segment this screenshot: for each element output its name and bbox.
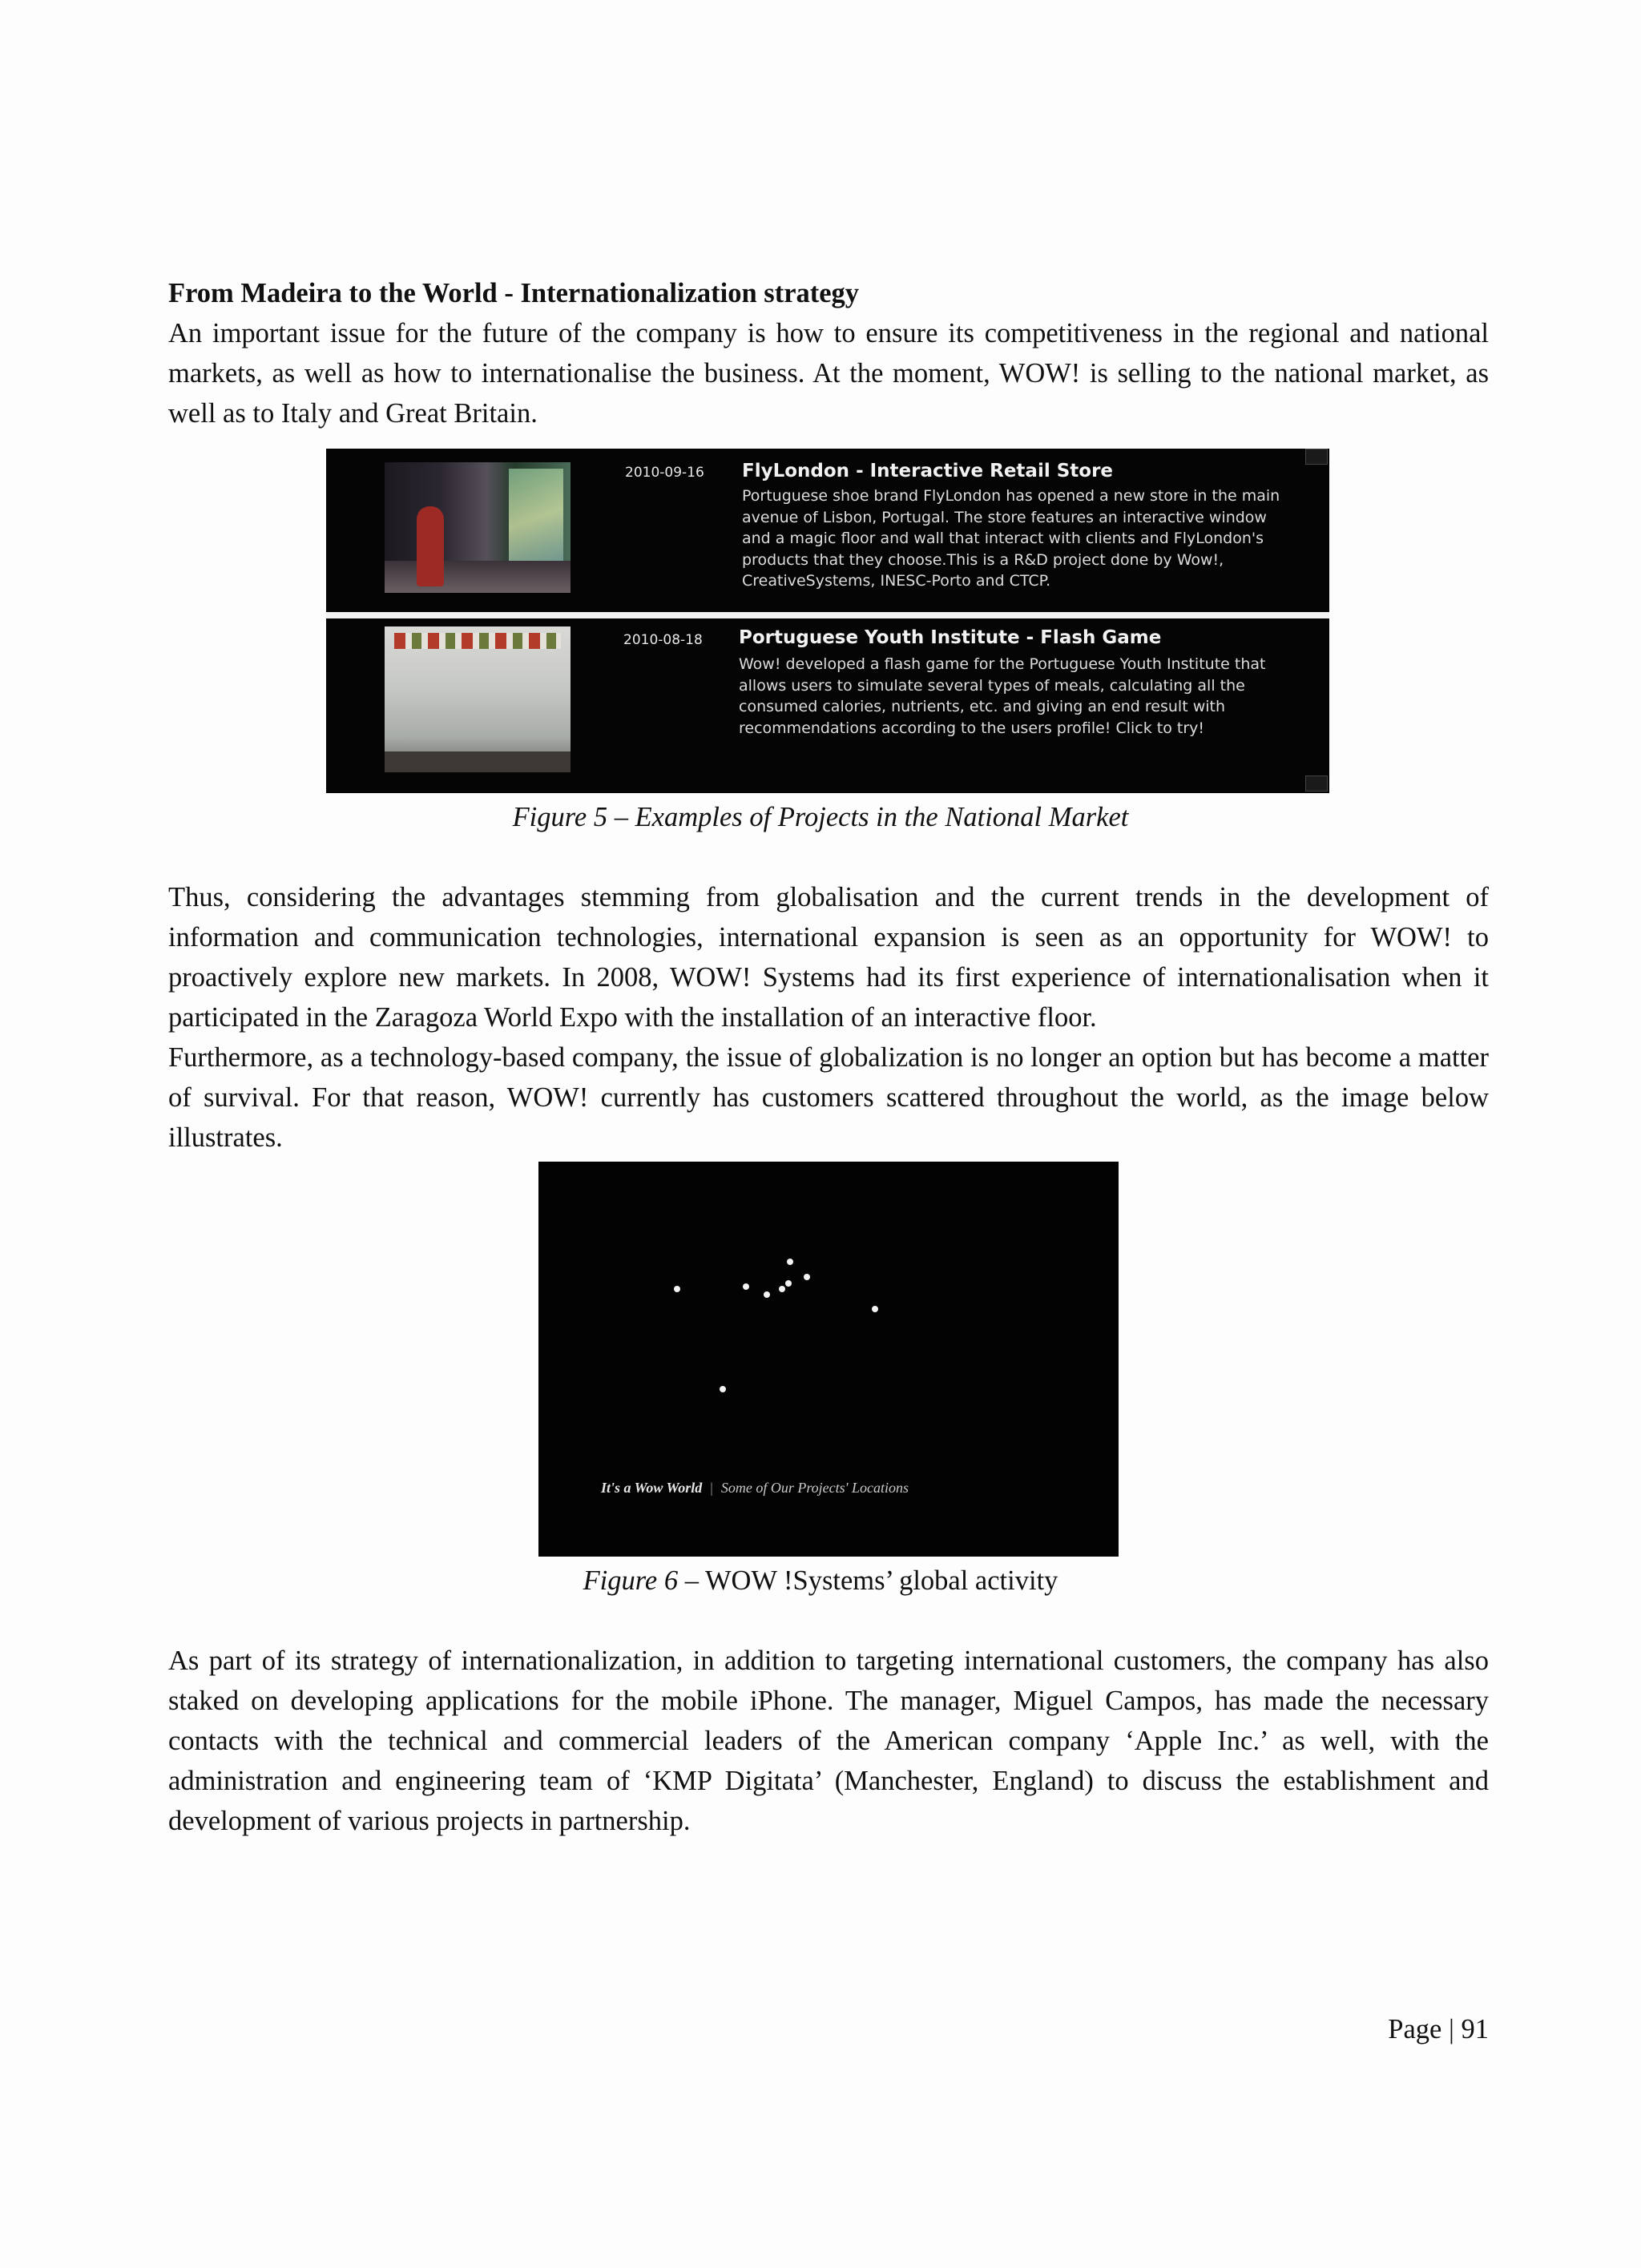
location-dot bbox=[743, 1283, 749, 1290]
project-entry bbox=[326, 449, 1329, 612]
scroll-up-icon[interactable] bbox=[1305, 449, 1328, 465]
figure-5-caption: Figure 5 – Examples of Projects in the National Market bbox=[512, 802, 1129, 832]
location-dot bbox=[764, 1291, 770, 1298]
project-thumbnail-flylondon bbox=[385, 462, 571, 593]
map-subtitle: Some of Our Projects' Locations bbox=[720, 1480, 909, 1496]
page-number: Page | 91 bbox=[1388, 2014, 1489, 2044]
section-heading: From Madeira to the World - Internationalization strategy bbox=[168, 278, 860, 308]
project-entry bbox=[326, 618, 1329, 793]
project-thumbnail-flash-game bbox=[385, 626, 571, 772]
map-title: It's a Wow World bbox=[601, 1480, 703, 1496]
project-title[interactable]: Portuguese Youth Institute - Flash Game bbox=[739, 627, 1162, 648]
scroll-down-icon[interactable] bbox=[1305, 775, 1328, 792]
project-date: 2010-08-18 bbox=[623, 632, 703, 648]
location-dot bbox=[779, 1286, 785, 1292]
paragraph-iphone: As part of its strategy of internationalization, in addition to targeting international customers, the company has also staked on developing applications for the mobile iPhone. The manager, Miguel Campos, has made the necessary contacts with the technical and commercial leaders of the American company ‘Apple Inc.’ as well, with the administration and engineering team of ‘KMP Digitata’ (Manchester, England) to discuss the establishment and development of various projects in partnership. bbox=[168, 1646, 1489, 1836]
figure-5-projects-screenshot bbox=[326, 449, 1329, 793]
figure-6-caption: Figure 6 – WOW !Systems’ global activity bbox=[583, 1565, 1058, 1596]
map-caption: It's a Wow World | Some of Our Projects' Locations bbox=[601, 1480, 909, 1496]
location-dot bbox=[720, 1386, 726, 1392]
location-dot bbox=[674, 1286, 680, 1292]
location-dot bbox=[804, 1274, 810, 1280]
project-description: Portuguese shoe brand FlyLondon has opened a new store in the main avenue of Lisbon, Portugal. The store features an interactive window and a magic floor and wall that interact with clients and FlyLondon's products that they choose.This is a R&D project done by Wow!, CreativeSystems, INESC-Porto and CTCP. bbox=[742, 487, 1280, 590]
figure-6-world-map bbox=[538, 1162, 1119, 1557]
paragraph-globalisation: Thus, considering the advantages stemming from globalisation and the current trends in the development of information and communication technologies, international expansion is seen as an opportunity for WOW! to proactively explore new markets. In 2008, WOW! Systems had its first experience of internationalisation when it participated in the Zaragoza World Expo with the installation of an interactive floor. bbox=[168, 882, 1489, 1033]
location-dot bbox=[872, 1306, 878, 1312]
location-dot bbox=[787, 1259, 793, 1265]
location-dot bbox=[785, 1280, 792, 1287]
project-date: 2010-09-16 bbox=[625, 465, 704, 481]
project-title[interactable]: FlyLondon - Interactive Retail Store bbox=[742, 461, 1114, 481]
project-description: Wow! developed a flash game for the Portuguese Youth Institute that allows users to simulate several types of meals, calculating all the consumed calories, nutrients, etc. and giving an end result with recommendations according to the users profile! Click to try! bbox=[739, 655, 1266, 737]
paragraph-survival: Furthermore, as a technology-based company, the issue of globalization is no longer an option but has become a matter of survival. For that reason, WOW! currently has customers scattered throughout the world, as the image below illustrates. bbox=[168, 1042, 1489, 1153]
paragraph-intro: An important issue for the future of the company is how to ensure its competitiveness in the regional and national markets, as well as how to internationalise the business. At the moment, WOW! is selling to the national market, as well as to Italy and Great Britain. bbox=[168, 318, 1489, 429]
